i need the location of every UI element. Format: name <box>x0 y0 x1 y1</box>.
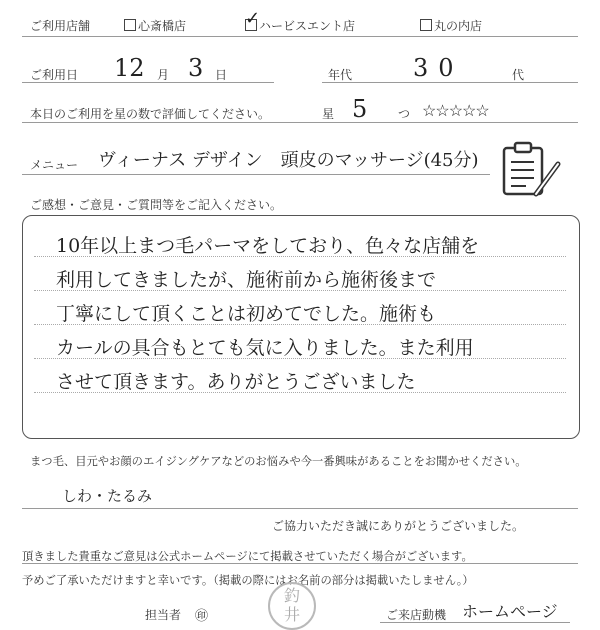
rating-unit: つ <box>398 107 411 121</box>
visit-date-label: ご利用日 <box>30 68 79 82</box>
store-option-label: ハービスエント店 <box>259 19 356 33</box>
rating-label: 星 <box>322 107 335 121</box>
concern-prompt: まつ毛、目元やお顔のエイジングケアなどのお悩みや今一番興味があることをお聞かせください。 <box>30 455 527 468</box>
comment-line: させて頂きます。ありがとうございました <box>56 371 416 393</box>
checkbox-icon[interactable] <box>245 8 261 31</box>
age-value: 30 <box>413 54 464 82</box>
comment-line: 丁寧にして頂くことは初めてでした。施術も <box>56 303 437 325</box>
divider <box>22 563 578 564</box>
store-option-label: 丸の内店 <box>434 19 483 33</box>
rating-prompt: 本日のご利用を星の数で評価してください。 <box>30 107 271 121</box>
staff-label: 担当者 <box>145 608 182 622</box>
divider <box>22 508 578 509</box>
age-unit: 代 <box>512 68 525 82</box>
store-option-label: 心斎橋店 <box>138 19 187 33</box>
divider <box>22 82 274 83</box>
checkbox-icon[interactable] <box>420 19 432 31</box>
divider <box>22 36 578 37</box>
visit-day-value: 3 <box>188 54 204 82</box>
thanks-text: ご協力いただき誠にありがとうございました。 <box>272 519 525 533</box>
staff-seal-mark: ㊞ <box>195 609 209 624</box>
notice-line-2: 予めご了承いただけますと幸いです。（掲載の際にはお名前の部分は掲載いたしません。） <box>22 574 474 587</box>
seal-top: 釣 <box>283 586 300 605</box>
store-option-herbis-ent[interactable] <box>245 8 356 34</box>
seal-bottom: 井 <box>283 605 300 624</box>
store-label: ご利用店舗 <box>30 19 91 33</box>
comment-line: 利用してきましたが、施術前から施術後まで <box>56 269 437 291</box>
clipboard-pen-icon <box>496 140 564 200</box>
check-mark-icon: ✓ <box>245 8 261 29</box>
rating-stars: ☆☆☆☆☆ <box>422 101 489 120</box>
concern-value: しわ・たるみ <box>62 487 153 505</box>
store-option-shinsaibashi[interactable] <box>124 17 186 34</box>
checkbox-icon[interactable] <box>124 19 136 31</box>
visit-month-unit: 月 <box>157 68 170 82</box>
visit-month-value: 12 <box>114 54 145 82</box>
menu-label: メニュー <box>30 158 79 172</box>
store-option-marunouchi[interactable] <box>420 17 482 34</box>
menu-value: ヴィーナス デザイン 頭皮のマッサージ(45分) <box>98 150 479 171</box>
divider <box>380 622 570 623</box>
notice-line-1: 頂きました貴重なご意見は公式ホームページにて掲載させていただく場合がございます。 <box>22 550 473 563</box>
motive-label: ご来店動機 <box>386 608 447 622</box>
rating-value: 5 <box>352 95 368 123</box>
divider <box>322 82 578 83</box>
comment-line: カールの具合もとても気に入りました。また利用 <box>56 337 474 359</box>
comments-prompt: ご感想・ご意見・ご質問等をご記入ください。 <box>30 198 283 212</box>
comment-line: 10年以上まつ毛パーマをしており、色々な店舗を <box>56 235 480 257</box>
age-label: 年代 <box>328 68 353 82</box>
divider <box>22 174 490 175</box>
visit-day-unit: 日 <box>215 68 228 82</box>
staff-seal-stamp <box>268 582 316 630</box>
motive-value: ホームページ <box>462 602 558 621</box>
divider <box>22 122 578 123</box>
